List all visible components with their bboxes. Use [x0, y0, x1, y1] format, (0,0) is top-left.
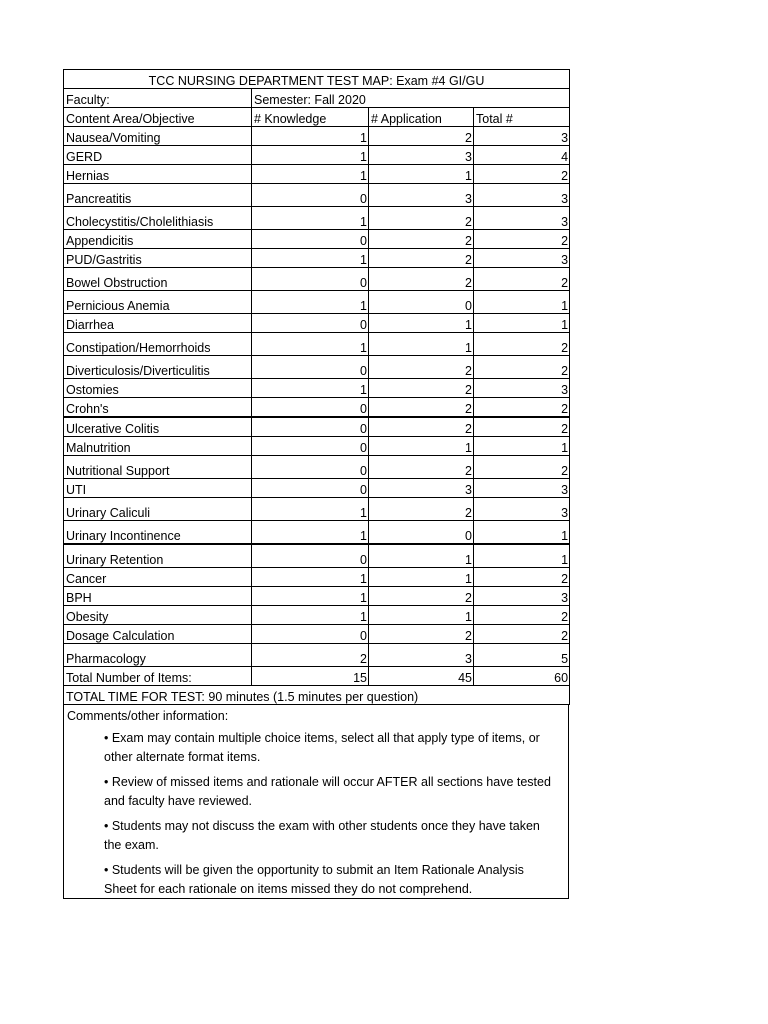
totals-knowledge: 15	[252, 667, 369, 686]
table-row	[64, 230, 570, 249]
totals-row	[64, 667, 570, 686]
knowledge-cell: 1	[252, 291, 369, 314]
topic-cell: BPH	[64, 587, 252, 606]
table-row	[64, 479, 570, 498]
topic-cell: Hernias	[64, 165, 252, 184]
topic-cell: Ulcerative Colitis	[64, 417, 252, 437]
topic-cell: Cholecystitis/Cholelithiasis	[64, 207, 252, 230]
total-cell: 2	[474, 456, 570, 479]
total-cell: 1	[474, 544, 570, 568]
knowledge-cell: 0	[252, 314, 369, 333]
knowledge-cell: 0	[252, 456, 369, 479]
total-cell: 1	[474, 521, 570, 545]
table-row	[64, 456, 570, 479]
topic-cell: Diverticulosis/Diverticulitis	[64, 356, 252, 379]
header-row	[64, 108, 570, 127]
application-cell: 1	[369, 568, 474, 587]
application-cell: 1	[369, 437, 474, 456]
application-cell: 3	[369, 146, 474, 165]
application-cell: 2	[369, 417, 474, 437]
test-map-table	[63, 69, 570, 705]
total-cell: 1	[474, 437, 570, 456]
total-cell: 3	[474, 587, 570, 606]
total-cell: 1	[474, 314, 570, 333]
application-cell: 1	[369, 314, 474, 333]
knowledge-cell: 0	[252, 268, 369, 291]
application-cell: 2	[369, 230, 474, 249]
table-row	[64, 356, 570, 379]
table-row	[64, 498, 570, 521]
totals-total: 60	[474, 667, 570, 686]
knowledge-cell: 1	[252, 207, 369, 230]
table-row	[64, 587, 570, 606]
topic-cell: Urinary Caliculi	[64, 498, 252, 521]
topic-cell: Cancer	[64, 568, 252, 587]
knowledge-cell: 1	[252, 333, 369, 356]
title-row	[64, 70, 570, 89]
application-cell: 3	[369, 644, 474, 667]
knowledge-cell: 1	[252, 521, 369, 545]
faculty-row	[64, 89, 570, 108]
topic-cell: PUD/Gastritis	[64, 249, 252, 268]
table-row	[64, 165, 570, 184]
table-row	[64, 521, 570, 545]
total-cell: 1	[474, 291, 570, 314]
faculty-label: Faculty:	[64, 89, 252, 108]
table-row	[64, 333, 570, 356]
total-cell: 3	[474, 249, 570, 268]
table-row	[64, 314, 570, 333]
application-cell: 3	[369, 479, 474, 498]
table-row	[64, 437, 570, 456]
comment-bullet: • Review of missed items and rationale will occur AFTER all sections have tested and faculty have reviewed.	[104, 775, 551, 808]
total-cell: 2	[474, 268, 570, 291]
knowledge-cell: 1	[252, 606, 369, 625]
comment-bullet: • Students will be given the opportunity to submit an Item Rationale Analysis Sheet for each rationale on items missed they do not comprehend.	[104, 863, 524, 896]
knowledge-cell: 0	[252, 398, 369, 418]
total-cell: 2	[474, 568, 570, 587]
comment-bullet: • Students may not discuss the exam with other students once they have taken the exam.	[104, 819, 540, 852]
topic-cell: Bowel Obstruction	[64, 268, 252, 291]
table-row	[64, 379, 570, 398]
table-row	[64, 127, 570, 146]
table-row	[64, 644, 570, 667]
table-row	[64, 544, 570, 568]
application-cell: 2	[369, 625, 474, 644]
comments-label: Comments/other information:	[67, 709, 229, 723]
table-row	[64, 268, 570, 291]
total-cell: 2	[474, 625, 570, 644]
application-cell: 2	[369, 207, 474, 230]
knowledge-cell: 0	[252, 544, 369, 568]
application-cell: 1	[369, 544, 474, 568]
knowledge-cell: 0	[252, 437, 369, 456]
topic-cell: Malnutrition	[64, 437, 252, 456]
knowledge-cell: 1	[252, 379, 369, 398]
knowledge-cell: 0	[252, 356, 369, 379]
total-cell: 4	[474, 146, 570, 165]
topic-cell: Pancreatitis	[64, 184, 252, 207]
application-cell: 2	[369, 249, 474, 268]
knowledge-cell: 1	[252, 587, 369, 606]
topic-cell: Constipation/Hemorrhoids	[64, 333, 252, 356]
application-cell: 2	[369, 456, 474, 479]
application-cell: 0	[369, 521, 474, 545]
knowledge-cell: 1	[252, 127, 369, 146]
total-cell: 2	[474, 356, 570, 379]
table-row	[64, 398, 570, 418]
header-application: # Application	[369, 108, 474, 127]
topic-cell: Pernicious Anemia	[64, 291, 252, 314]
total-cell: 3	[474, 127, 570, 146]
knowledge-cell: 0	[252, 625, 369, 644]
knowledge-cell: 0	[252, 184, 369, 207]
knowledge-cell: 1	[252, 146, 369, 165]
table-row	[64, 207, 570, 230]
knowledge-cell: 1	[252, 249, 369, 268]
header-total: Total #	[474, 108, 570, 127]
topic-cell: Pharmacology	[64, 644, 252, 667]
total-cell: 2	[474, 417, 570, 437]
topic-cell: Nausea/Vomiting	[64, 127, 252, 146]
application-cell: 1	[369, 165, 474, 184]
test-map-sheet	[63, 69, 569, 899]
topic-cell: Nutritional Support	[64, 456, 252, 479]
application-cell: 3	[369, 184, 474, 207]
topic-cell: Obesity	[64, 606, 252, 625]
application-cell: 2	[369, 356, 474, 379]
comments-box	[63, 705, 569, 899]
application-cell: 2	[369, 398, 474, 418]
table-row	[64, 625, 570, 644]
table-row	[64, 606, 570, 625]
knowledge-cell: 1	[252, 498, 369, 521]
total-cell: 2	[474, 230, 570, 249]
totals-label: Total Number of Items:	[64, 667, 252, 686]
total-cell: 3	[474, 379, 570, 398]
knowledge-cell: 1	[252, 568, 369, 587]
total-cell: 2	[474, 398, 570, 418]
table-row	[64, 568, 570, 587]
topic-cell: Urinary Retention	[64, 544, 252, 568]
knowledge-cell: 1	[252, 165, 369, 184]
table-row	[64, 184, 570, 207]
topic-cell: Dosage Calculation	[64, 625, 252, 644]
total-cell: 2	[474, 606, 570, 625]
total-cell: 3	[474, 184, 570, 207]
time-row	[64, 686, 570, 705]
application-cell: 2	[369, 127, 474, 146]
knowledge-cell: 0	[252, 479, 369, 498]
total-cell: 3	[474, 479, 570, 498]
table-row	[64, 146, 570, 165]
page-title: TCC NURSING DEPARTMENT TEST MAP: Exam #4 GI/GU	[64, 70, 570, 89]
semester-label: Semester: Fall 2020	[252, 89, 570, 108]
table-row	[64, 249, 570, 268]
topic-cell: Appendicitis	[64, 230, 252, 249]
application-cell: 2	[369, 379, 474, 398]
header-knowledge: # Knowledge	[252, 108, 369, 127]
total-cell: 2	[474, 333, 570, 356]
topic-cell: UTI	[64, 479, 252, 498]
knowledge-cell: 0	[252, 230, 369, 249]
application-cell: 2	[369, 268, 474, 291]
topic-cell: GERD	[64, 146, 252, 165]
total-cell: 3	[474, 207, 570, 230]
application-cell: 1	[369, 333, 474, 356]
application-cell: 2	[369, 587, 474, 606]
table-row	[64, 291, 570, 314]
application-cell: 2	[369, 498, 474, 521]
application-cell: 0	[369, 291, 474, 314]
topic-cell: Diarrhea	[64, 314, 252, 333]
knowledge-cell: 2	[252, 644, 369, 667]
application-cell: 1	[369, 606, 474, 625]
knowledge-cell: 0	[252, 417, 369, 437]
total-cell: 2	[474, 165, 570, 184]
comment-bullet: • Exam may contain multiple choice items, select all that apply type of items, or other alternate format items.	[104, 731, 540, 764]
totals-application: 45	[369, 667, 474, 686]
topic-cell: Ostomies	[64, 379, 252, 398]
topic-cell: Crohn's	[64, 398, 252, 418]
table-row	[64, 417, 570, 437]
header-content: Content Area/Objective	[64, 108, 252, 127]
total-cell: 3	[474, 498, 570, 521]
total-time-text: TOTAL TIME FOR TEST: 90 minutes (1.5 minutes per question)	[64, 686, 570, 705]
topic-cell: Urinary Incontinence	[64, 521, 252, 545]
total-cell: 5	[474, 644, 570, 667]
